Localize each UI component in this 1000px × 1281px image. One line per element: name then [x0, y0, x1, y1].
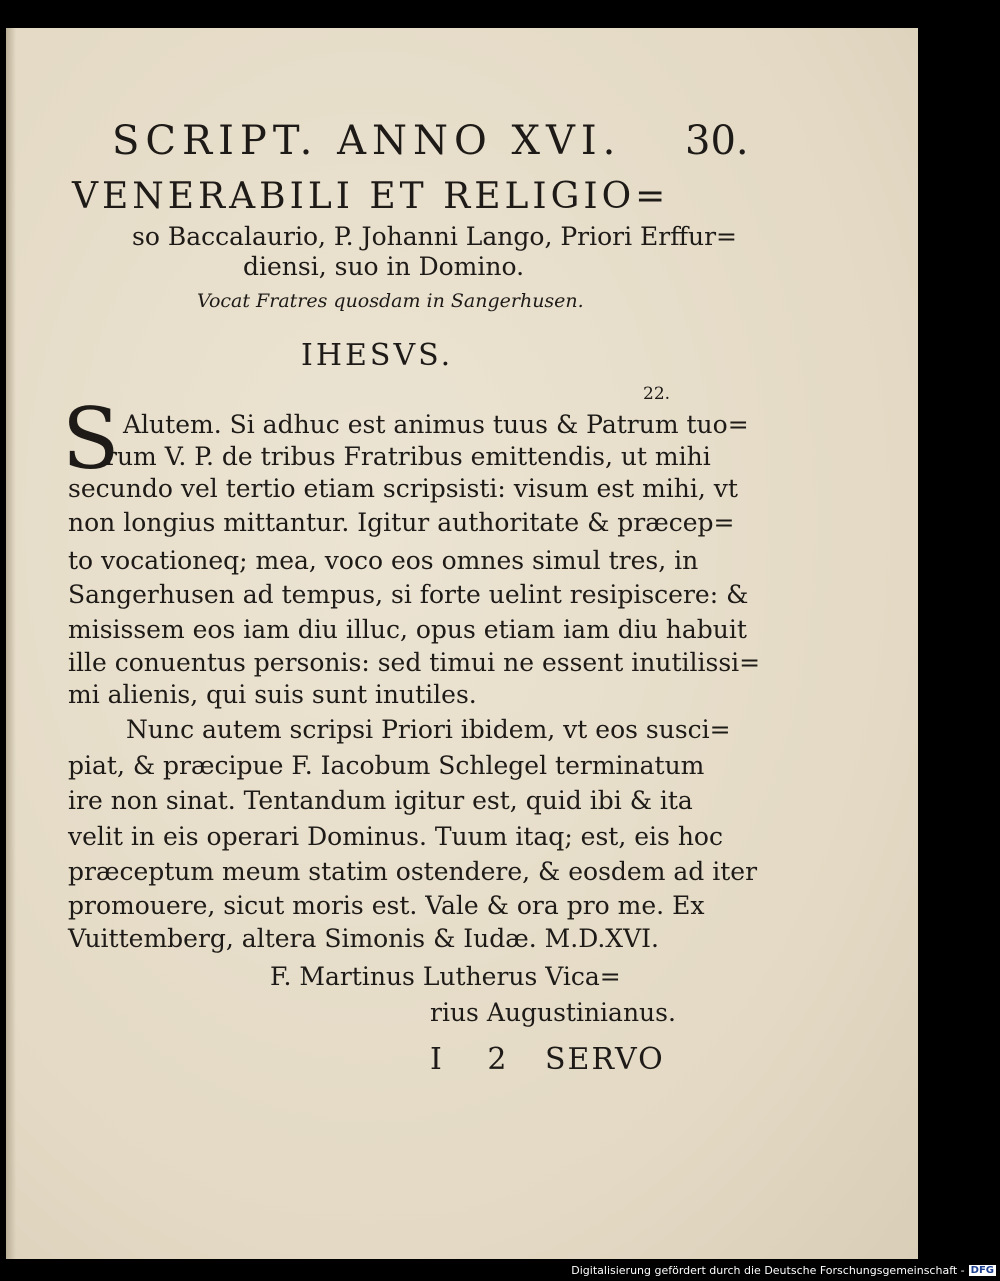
credit-text: Digitalisierung gefördert durch die Deutsche Forschungsgemeinschaft -	[571, 1263, 965, 1277]
body-line: misissem eos iam diu illuc, opus etiam iam diu habuit	[68, 615, 747, 644]
body-line: rum V. P. de tribus Fratribus emittendis, ut mihi	[105, 442, 711, 471]
body-line: velit in eis operari Dominus. Tuum itaq; est, eis hoc	[68, 822, 723, 851]
invocation-heading: IHESVS.	[301, 338, 454, 373]
body-line: Vuittemberg, altera Simonis & Iudæ. M.D.XVI.	[68, 924, 659, 953]
body-line: ire non sinat. Tentandum igitur est, quid ibi & ita	[68, 786, 693, 815]
digitization-credit	[571, 1261, 996, 1279]
closing-line-1: F. Martinus Lutherus Vica=	[270, 962, 621, 991]
dfg-logo: DFG	[970, 1264, 994, 1276]
letter-summary: Vocat Fratres quosdam in Sangerhusen.	[197, 290, 584, 312]
body-line: Sangerhusen ad tempus, si forte uelint resipiscere: &	[68, 580, 749, 609]
page-edge-shadow	[6, 28, 16, 1259]
letter-title-line-2: so Baccalaurio, P. Johanni Lango, Priori Erffur=	[132, 222, 738, 251]
catchword: SERVO	[545, 1042, 665, 1077]
running-head: SCRIPT. ANNO XVI.	[112, 118, 622, 164]
closing-line-2: rius Augustinianus.	[430, 998, 676, 1027]
body-line: piat, & præcipue F. Iacobum Schlegel terminatum	[68, 751, 705, 780]
body-line: præceptum meum statim ostendere, & eosdem ad iter	[68, 857, 758, 886]
body-line: non longius mittantur. Igitur authoritate & præcep=	[68, 508, 735, 537]
body-line: Nunc autem scripsi Priori ibidem, vt eos susci=	[126, 715, 731, 744]
body-line: ille conuentus personis: sed timui ne essent inutilissi=	[68, 648, 761, 677]
body-line: mi alienis, qui suis sunt inutiles.	[68, 680, 477, 709]
letter-title-line-3: diensi, suo in Domino.	[243, 252, 525, 281]
margin-number: 22.	[643, 384, 671, 404]
body-line: promouere, sicut moris est. Vale & ora pro me. Ex	[68, 891, 705, 920]
body-line: Alutem. Si adhuc est animus tuus & Patrum tuo=	[123, 410, 749, 439]
drop-cap: S	[62, 390, 120, 488]
body-line: secundo vel tertio etiam scripsisti: visum est mihi, vt	[68, 474, 738, 503]
signature-mark: I 2	[430, 1042, 525, 1077]
body-line: to vocationeq; mea, voco eos omnes simul tres, in	[68, 546, 699, 575]
letter-title-line-1: VENERABILI ET RELIGIO=	[72, 176, 670, 217]
page-number: 30.	[685, 118, 749, 164]
